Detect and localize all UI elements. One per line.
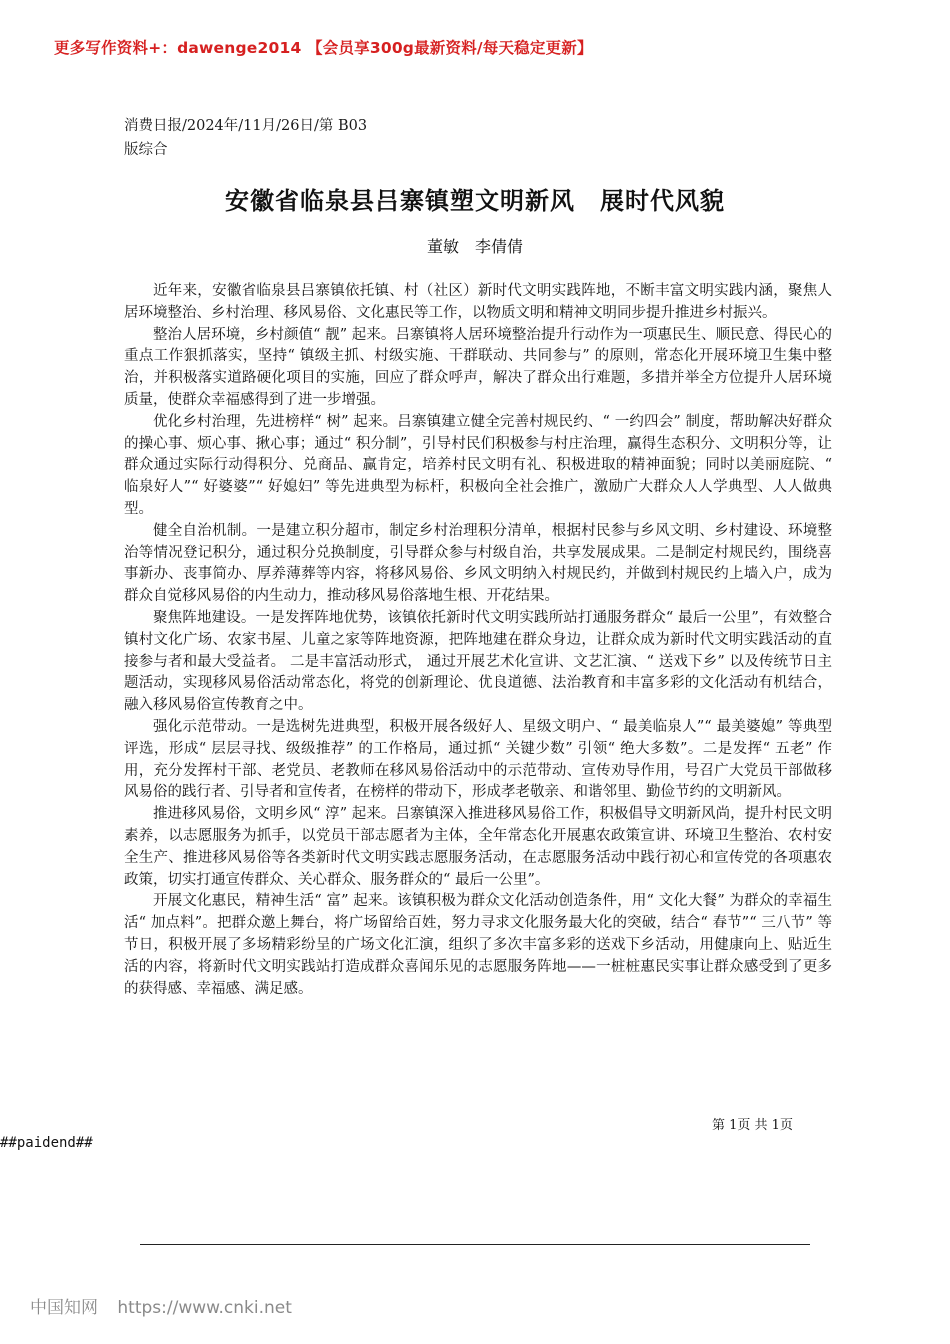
paragraph: 近年来，安徽省临泉县吕寨镇依托镇、村（社区）新时代文明实践阵地，不断丰富文明实践内涵，聚焦人居环境整治、乡村治理、移风易俗、文化惠民等工作，以物质文明和精神文明同步提升推进乡村振兴。 xyxy=(124,283,832,321)
paragraph: 整治人居环境，乡村颜值“ 靓” 起来。吕寨镇将人居环境整治提升行动作为一项惠民生、顺民意、得民心的重点工作狠抓落实，坚持“ 镇级主抓、村级实施、干群联动、共同参与” 的原则，常态化开展环境卫生集中整治，并积极落实道路硬化项目的实施，回应了群众呼声，解决了群众出行难题，多措并举全方位提升人居环境质量，使群众幸福感得到了进一步增强。 xyxy=(124,326,832,408)
source-line-1: 消费日报/2024年/11月/26日/第 B03 xyxy=(124,118,368,134)
paragraph: 健全自治机制。一是建立积分超市，制定乡村治理积分清单，根据村民参与乡风文明、乡村建设、环境整治等情况登记积分，通过积分兑换制度，引导群众参与村级自治，共享发展成果。二是制定村规民约，围绕喜事新办、丧事简办、厚养薄葬等内容，将移风易俗、乡风文明纳入村规民约，并做到村规民约上墙入户，成为群众自觉移风易俗的内生动力，推动移风易俗落地生根、开花结果。 xyxy=(124,522,832,605)
source-line-2: 版综合 xyxy=(124,142,168,158)
page-number: 第 1页 共 1页 xyxy=(712,1118,793,1133)
promo-banner: 更多写作资料+：dawenge2014 【会员享300g最新资料/每天稳定更新】 xyxy=(54,39,593,57)
paragraph: 聚焦阵地建设。一是发挥阵地优势，该镇依托新时代文明实践所站打通服务群众“ 最后一公里”，有效整合镇村文化广场、农家书屋、儿童之家等阵地资源，把阵地建在群众身边，让群众成为新时代文明实践活动的直接参与者和最大受益者。 二是丰富活动形式， 通过开展艺术化宣讲、文艺汇演、“ 送戏下乡” 以及传统节日主题活动，实现移风易俗活动常态化，将党的创新理论、优良道德、法治教育和丰富多彩的文化活动有机结合，融入移风易俗宣传教育之中。 xyxy=(124,609,832,714)
article-authors: 董敏 李倩倩 xyxy=(426,237,523,256)
cnki-url-link[interactable]: https://www.cnki.net xyxy=(117,1298,292,1318)
paid-end-marker: ##paidend## xyxy=(0,1135,93,1151)
paragraph: 强化示范带动。一是选树先进典型，积极开展各级好人、星级文明户、“ 最美临泉人”“ 最美婆媳” 等典型评选，形成“ 层层寻找、级级推荐” 的工作格局，通过抓“ 关键少数” 引领“ 绝大多数”。二是发挥“ 五老” 作用，充分发挥村干部、老党员、老教师在移风易俗活动中的示范带动、宣传劝导作用，号召广大党员干部做移风易俗的践行者、引导者和宣传者，在榜样的带动下，形成孝老敬亲、和谐邻里、勤俭节约的文明新风。 xyxy=(124,718,832,801)
paragraph: 推进移风易俗，文明乡风“ 淳” 起来。吕寨镇深入推进移风易俗工作，积极倡导文明新风尚，提升村民文明素养，以志愿服务为抓手，以党员干部志愿者为主体，全年常态化开展惠农政策宣讲、环境卫生整治、农村安全生产、推进移风易俗等各类新时代文明实践志愿服务活动，在志愿服务活动中践行初心和宣传党的各项惠农政策，切实打通宣传群众、关心群众、服务群众的“ 最后一公里”。 xyxy=(124,806,832,888)
paragraph: 开展文化惠民，精神生活“ 富” 起来。该镇积极为群众文化活动创造条件，用“ 文化大餐” 为群众的幸福生活“ 加点料”。把群众邀上舞台，将广场留给百姓，努力寻求文化服务最大化的突破，结合“ 春节”“ 三八节” 等节日，积极开展了多场精彩纷呈的广场文化汇演，组织了多次丰富多彩的送戏下乡活动，用健康向上、贴近生活的内容，将新时代文明实践站打造成群众喜闻乐见的志愿服务阵地——一桩桩惠民实事让群众感受到了更多的获得感、幸福感、满足感。 xyxy=(124,893,832,997)
paragraph: 优化乡村治理，先进榜样“ 树” 起来。吕寨镇建立健全完善村规民约、“ 一约四会” 制度，帮助解决好群众的操心事、烦心事、揪心事；通过“ 积分制”，引导村民们积极参与村庄治理，赢得生态积分、文明积分等，让群众通过实际行动得积分、兑商品、赢肯定，培养村民文明有礼、积极进取的精神面貌；同时以美丽庭院、“ 临泉好人”“ 好婆婆”“ 好媳妇” 等先进典型为标杆，积极向全社会推广，激励广大群众人人学典型、人人做典型。 xyxy=(124,413,832,517)
footer-divider xyxy=(140,1244,810,1245)
article-body xyxy=(124,281,832,1000)
cnki-brand: 中国知网 xyxy=(30,1298,98,1318)
article-title: 安徽省临泉县吕寨镇塑文明新风 展时代风貌 xyxy=(225,186,725,215)
footer-watermark xyxy=(30,1293,292,1318)
source-citation xyxy=(124,114,367,162)
